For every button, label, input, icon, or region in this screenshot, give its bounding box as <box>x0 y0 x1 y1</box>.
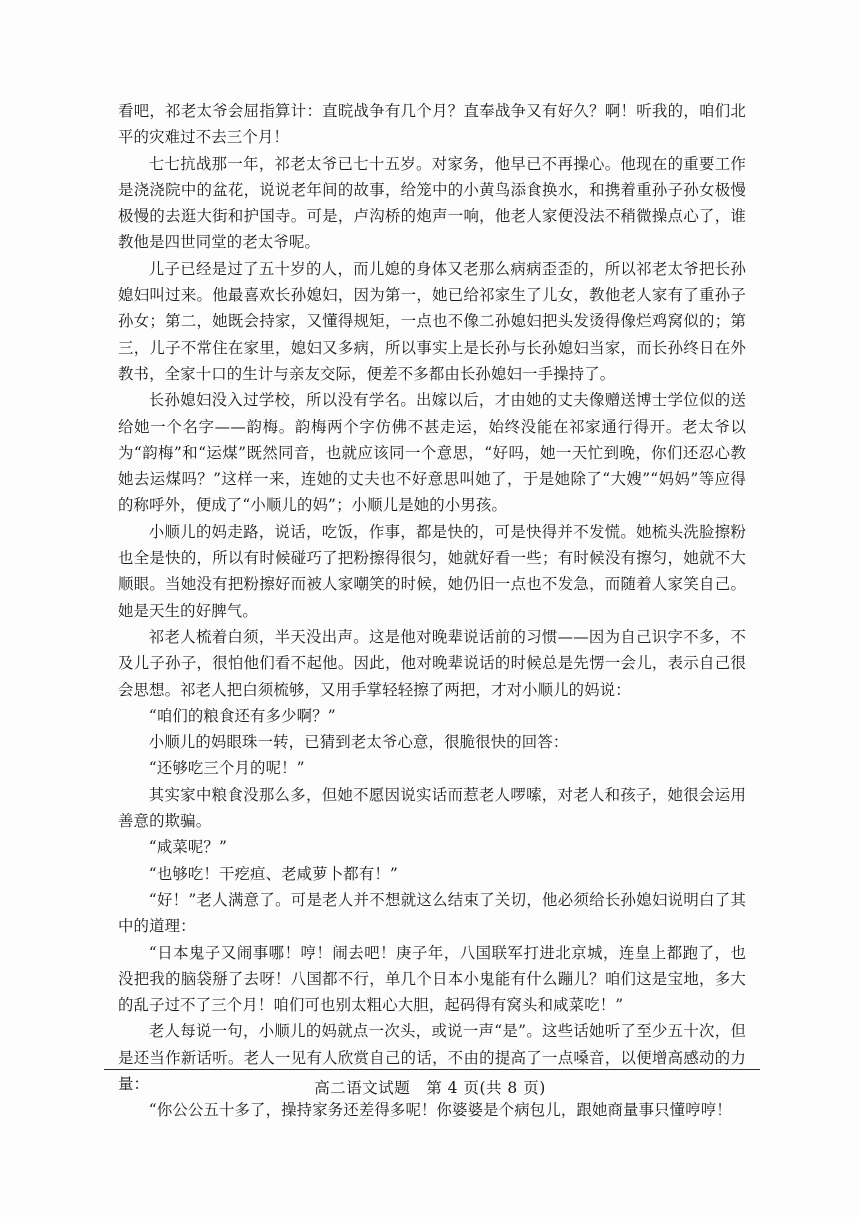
passage-paragraph: 老人每说一句，小顺儿的妈就点一次头，或说一声“是”。这些话她听了至少五十次，但是还当作新话听。老人一见有人欣赏自己的话，不由的提高了一点嗓音，以便增高感动的力量： <box>118 1022 746 1093</box>
passage-paragraph: 长孙媳妇没入过学校，所以没有学名。出嫁以后，才由她的丈夫像赠送博士学位似的送给她一个名字——韵梅。韵梅两个字仿佛不甚走运，始终没能在祁家通行得开。老太爷以为“韵梅”和“运煤”既然同音，也就应该同一个意思，“好吗，她一天忙到晚，你们还忍心教她去运煤吗？”这样一来，连她的丈夫也不好意思叫她了，于是她除了“大嫂”“妈妈”等应得的称呼外，便成了“小顺儿的妈”；小顺儿是她的小男孩。 <box>118 391 746 515</box>
passage-paragraph: “咱们的粮食还有多少啊？” <box>148 706 336 725</box>
passage-paragraph: 小顺儿的妈走路，说话，吃饭，作事，都是快的，可是快得并不发慌。她梳头洗脸擦粉也全是快的，所以有时候碰巧了把粉擦得很匀，她就好看一些；有时候没有擦匀，她就不大顺眼。当她没有把粉擦好而被人家嘲笑的时候，她仍旧一点也不发急，而随着人家笑自己。她是天生的好脾气。 <box>118 522 746 620</box>
passage-paragraph: 祁老人梳着白须，半天没出声。这是他对晚辈说话前的习惯——因为自己识字不多，不及儿子孙子，很怕他们看不起他。因此，他对晚辈说话的时候总是先愣一会儿，表示自己很会思想。祁老人把白须梳够，又用手掌轻轻擦了两把，才对小顺儿的妈说： <box>118 627 746 699</box>
passage-paragraph: “咸菜呢？” <box>148 838 227 857</box>
passage-paragraph: “也够吃！干疙疸、老咸萝卜都有！” <box>148 864 398 883</box>
passage-paragraph: “还够吃三个月的呢！” <box>148 759 305 778</box>
footer-divider <box>104 1069 760 1070</box>
passage-paragraph: 其实家中粮食没那么多，但她不愿因说实话而惹老人啰嗦，对老人和孩子，她很会运用善意的欺骗。 <box>118 785 746 831</box>
passage-paragraph: “好！”老人满意了。可是老人并不想就这么结束了关切，他必须给长孙媳妇说明白了其中的道理： <box>118 890 746 936</box>
passage-paragraph: 七七抗战那一年，祁老太爷已七十五岁。对家务，他早已不再操心。他现在的重要工作是浇浇院中的盆花，说说老年间的故事，给笼中的小黄鸟添食换水，和携着重孙子孙女极慢极慢的去逛大街和护国寺。可是，卢沟桥的炮声一响，他老人家便没法不稍微操点心了，谁教他是四世同堂的老太爷呢。 <box>118 154 746 252</box>
passage-body <box>118 98 746 1124</box>
page-footer: 高二语文试题 第 4 页(共 8 页) <box>314 1079 546 1097</box>
passage-paragraph: 看吧，祁老太爷会屈指算计：直晥战争有几个月？直奉战争又有好久？啊！听我的，咱们北平的灾难过不去三个月！ <box>118 102 746 147</box>
passage-paragraph: 小顺儿的妈眼珠一转，已猜到老太爷心意，很脆很快的回答： <box>148 733 569 752</box>
passage-paragraph: 儿子已经是过了五十岁的人，而儿媳的身体又老那么病病歪歪的，所以祁老太爷把长孙媳妇叫过来。他最喜欢长孙媳妇，因为第一，她已给祁家生了儿女，教他老人家有了重孙子孙女；第二，她既会持家，又懂得规矩，一点也不像二孙媳妇把头发烫得像烂鸡窝似的；第三，儿子不常住在家里，媳妇又多病，所以事实上是长孙与长孙媳妇当家，而长孙终日在外教书，全家十口的生计与亲友交际，便差不多都由长孙媳妇一手操持了。 <box>118 259 746 383</box>
passage-paragraph: “你公公五十多了，操持家务还差得多呢！你婆婆是个病包儿，跟她商量事只懂哼哼！ <box>148 1101 732 1120</box>
passage-paragraph: “日本鬼子又闹事哪！哼！闹去吧！庚子年，八国联军打进北京城，连皇上都跑了，也没把我的脑袋掰了去呀！八国都不行，单几个日本小鬼能有什么蹦儿？咱们这是宝地，多大的乱子过不了三个月！咱们可也别太粗心大胆，起码得有窝头和咸菜吃！” <box>118 943 746 1015</box>
